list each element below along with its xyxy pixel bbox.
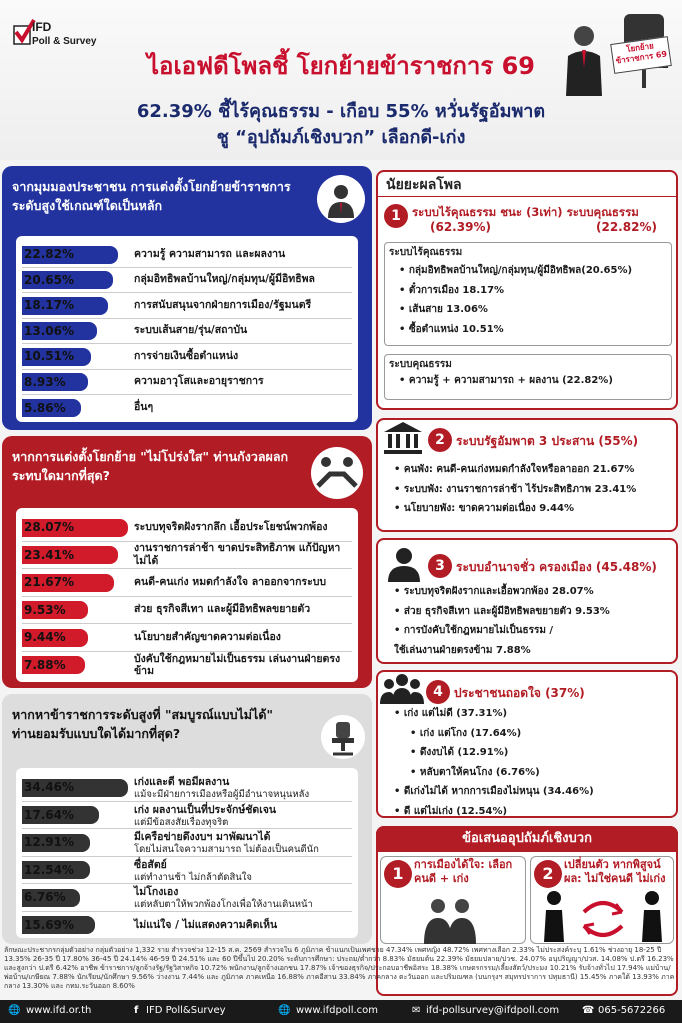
- email-icon: ✉: [412, 1005, 421, 1016]
- bullet-dot: •: [394, 805, 404, 817]
- bullet-item: [394, 582, 610, 602]
- row-label: ส่วย ธุรกิจสีเทา และผู้มีอิทธิพลขยายตัว: [134, 603, 311, 616]
- row-sublabel: แต่มีข้อสงสัยเรื่องทุจริต: [134, 816, 229, 828]
- subtitle-2: ชู “อุปถัมภ์เชิงบวก” เลือกดี-เก่ง: [216, 127, 466, 148]
- bullet-text: การบังคับใช้กฎหมายไม่เป็นธรรม /: [403, 625, 554, 636]
- table-row: [22, 569, 352, 597]
- bullet-item: [394, 602, 610, 622]
- swap-people-icon: [536, 888, 670, 944]
- bullet-text: เก่ง แต่โกง (17.64%): [419, 727, 522, 739]
- bullet-dot: •: [399, 375, 409, 386]
- row-percent: 20.65%: [24, 272, 74, 287]
- footer-website-2[interactable]: www.ifdpoll.com: [296, 1005, 379, 1016]
- row-percent: 10.51%: [24, 349, 74, 364]
- table-row: [22, 597, 352, 625]
- bullet-dot: •: [399, 323, 409, 335]
- bullet-text: ตั๋วการเมือง 18.17%: [408, 284, 505, 296]
- row-label: มีเครือข่ายดึงงบฯ มาพัฒนาได้: [134, 831, 271, 843]
- bullet-text: กลุ่มอิทธิพลบ้านใหญ่/กลุ่มทุน/ผู้มีอิทธิพล(20.65%): [408, 265, 633, 276]
- row-sublabel: โดยไม่สนใจความสามารถ ไม่ต้องเป็นคนดีนัก: [134, 844, 319, 855]
- row-label: ระบบทุจริตฝังรากลึก เอื้อประโยชน์พวกพ้อง: [134, 520, 328, 533]
- bullet-item: [394, 704, 594, 724]
- bullet-dot: •: [394, 464, 404, 475]
- row-percent: 9.44%: [24, 630, 66, 645]
- row-label: ความอาวุโสและอายุราชการ: [134, 375, 264, 388]
- bullet-item: [394, 802, 594, 822]
- bullet-item: [399, 371, 613, 391]
- bullet-text: ใช้เล่นงานฝ่ายตรงข้าม 7.88%: [394, 644, 531, 656]
- bullet-dot: •: [394, 625, 404, 636]
- row-percent: 17.64%: [24, 807, 74, 822]
- methodology-note: ลักษณะประชากรกลุ่มตัวอย่าง กลุ่มตัวอย่าง 1,332 ราย สำรวจช่วง 12-15 ส.ค. 2569 สำรวจใน 6 ภูมิภาค ข้าแนกเป็นเพศชาย 47.34% เพศหญิง 48.72% เพศทางเลือก 2.33% ไม่ประสงค์ระบุ 1.61% ช่วงอายุ 18-25 ปี 13.35% 26-35 ปี 17.80% 36-45 ปี 24.14% 46-59 ปี 24.51% และ 60 ปีขึ้นไป 20.20% ระดับการศึกษา: ประถม/ต่ำกว่า 8.83% มัธยมต้น 22.39% มัธยมปลาย/ปวช. 24.07% อนุปริญญา/ปวส. 14.08% ป.ตรี 16.23% และสูงกว่า ป.ตรี 6.42% อาชีพ ข้าราชการ/ลูกจ้างรัฐ/รัฐวิสาหกิจ 10.72% พนักงาน/ลูกจ้างเอกชน 17.87% เจ้าของธุรกิจ/ประกอบอาชีพอิสระ 18.38% เกษตรกรรม/เลี้ยงสัตว์/ประมง 10.21% รับจ้างทั่วไป 17.94% แม่บ้าน/พ่อบ้าน/เกษียณ 7.88% นักเรียน/นักศึกษา 9.56% ว่างงาน 7.44% และ ภูมิภาค ภาคเหนือ 16.88% ภาคอีสาน 33.84% ภาคกลาง ตะวันออก และปริมณฑล (บนกรุงฯ สมุทรปราการ ปทุมธานี) 15.45% ภาคใต้ 13.93% ภาคกลาง 13.30% และ กทม.ระวันออก 8.60%: [4, 946, 675, 991]
- table-row: [22, 829, 352, 857]
- merit-box: [384, 354, 672, 400]
- table-row: [22, 293, 352, 319]
- bullet-item: [399, 320, 632, 340]
- row-percent: 12.91%: [24, 835, 74, 850]
- question-1-title: จากมุมมองประชาชน การแต่งตั้งโยกย้ายข้าราชการระดับสูงใช้เกณฑ์ใดเป็นหลัก: [12, 179, 291, 213]
- bullet-text: ระบบพัง: งานราชการล่าช้า ไร้ประสิทธิภาพ 23.41%: [403, 483, 637, 495]
- row-label: ไม่โกงเอง: [134, 886, 179, 898]
- bullet-text: คนพัง: คนดี-คนเก่งหมดกำลังใจหรือลาออก 21.67%: [403, 464, 635, 475]
- bullet-item: [394, 499, 636, 519]
- footer-website-1[interactable]: www.ifd.or.th: [26, 1005, 92, 1016]
- page-title: ไอเอฟดีโพลชี้ โยกย้ายข้าราชการ 69: [146, 52, 536, 80]
- question-1-panel: [2, 166, 372, 430]
- bullet-dot: •: [394, 786, 404, 797]
- implication-1-value-b: (22.82%): [596, 220, 657, 234]
- bullet-dot: •: [399, 284, 409, 296]
- bullet-dot: •: [399, 265, 409, 276]
- bullet-dot: •: [394, 483, 404, 495]
- implication-2-heading: ระบบรัฐอัมพาต 3 ประสาน (55%): [456, 434, 639, 448]
- bullet-text: เส้นสาย 13.06%: [408, 304, 488, 315]
- bullet-item: [394, 743, 594, 763]
- bullet-item: [394, 641, 610, 661]
- office-chair-icon: [320, 714, 366, 760]
- bullet-item: [394, 724, 594, 744]
- row-percent: 22.82%: [24, 247, 74, 262]
- bullet-text: ความรู้ + ความสามารถ + ผลงาน (22.82%): [408, 375, 613, 386]
- handshake-icon: [310, 446, 364, 500]
- implication-1-value-a: (62.39%): [430, 220, 491, 234]
- bullet-text: เก่ง แต่ไม่ดี (37.31%): [403, 708, 508, 719]
- row-percent: 8.93%: [24, 374, 66, 389]
- section-number-2: 2: [428, 428, 452, 452]
- globe-icon-2: 🌐: [278, 1005, 291, 1016]
- group-people-icon: [380, 672, 424, 706]
- table-row: [22, 370, 352, 396]
- proposal-number-1: 1: [384, 860, 412, 888]
- row-percent: 12.54%: [24, 862, 74, 877]
- bullet-text: ดีเก่งไม่ได้ หากการเมืองไม่หนุน (34.46%): [403, 786, 594, 797]
- bullet-dot: •: [410, 766, 420, 778]
- table-row: [22, 802, 352, 830]
- government-building-icon: [382, 420, 424, 456]
- row-label: การจ่ายเงินซื้อตำแหน่ง: [134, 349, 239, 362]
- subtitle-1: 62.39% ชี้ไร้คุณธรรม - เกือบ 55% หวั่นรัฐอัมพาต: [136, 101, 546, 122]
- bullet-text: ดึงงบได้ (12.91%): [419, 747, 509, 758]
- row-label: บังคับใช้กฎหมายไม่เป็นธรรม เล่นงานฝ่ายตรงข้าม: [134, 652, 341, 678]
- row-percent: 21.67%: [24, 575, 74, 590]
- row-sublabel: แต่หลับตาให้พวกพ้องโกงเพื่อให้งานเดินหน้า: [134, 899, 313, 910]
- table-row: [22, 514, 352, 542]
- bullet-text: ซื้อตำแหน่ง 10.51%: [408, 323, 504, 335]
- implication-1-heading: ระบบไร้คุณธรรม ชนะ (3เท่า) ระบบคุณธรรม: [412, 205, 639, 219]
- bullet-item: [394, 480, 636, 500]
- bullet-item: [399, 261, 632, 281]
- unmerit-box-title: ระบบไร้คุณธรรม: [389, 247, 463, 258]
- bullet-item: [394, 763, 594, 783]
- bullet-dot: •: [399, 304, 409, 315]
- row-percent: 34.46%: [24, 780, 74, 795]
- row-percent: 15.69%: [24, 918, 74, 933]
- chair-sign: โยกย้าย ข้าราชการ 69: [610, 36, 672, 74]
- row-label: คนดี-คนเก่ง หมดกำลังใจ ลาออกจากระบบ: [134, 575, 327, 588]
- row-label: เก่ง ผลงานเป็นที่ประจักษ์ชัดเจน: [134, 803, 277, 816]
- unmerit-box: [384, 242, 672, 346]
- facebook-icon: f: [134, 1005, 139, 1016]
- question-2-list: [16, 508, 358, 682]
- section-number-4: 4: [426, 680, 450, 704]
- footer-email[interactable]: ifd-pollsurvey@ifdpoll.com: [426, 1005, 560, 1016]
- question-2-title: หากการแต่งตั้งโยกย้าย "ไม่โปร่งใส" ท่านกังวลผลกระทบใดมากที่สุด?: [12, 449, 289, 483]
- row-sublabel: แม้จะมีฝ่ายการเมืองหรือผู้มีอำนาจหนุนหลัง: [134, 789, 310, 800]
- row-percent: 18.17%: [24, 298, 74, 313]
- row-label: ซื่อสัตย์: [134, 858, 167, 871]
- bullet-text: นโยบายพัง: ขาดความต่อเนื่อง 9.44%: [403, 503, 574, 514]
- section-number-3: 3: [428, 554, 452, 578]
- bullet-dot: •: [394, 605, 404, 617]
- footer-facebook[interactable]: IFD Poll&Survey: [146, 1005, 226, 1016]
- row-percent: 28.07%: [24, 520, 74, 535]
- table-row: [22, 242, 352, 268]
- footer: [0, 1000, 682, 1023]
- phone-icon: ☎: [582, 1005, 595, 1016]
- table-row: [22, 268, 352, 294]
- row-label: ความรู้ ความสามารถ และผลงาน: [134, 247, 286, 260]
- bullet-item: [394, 460, 636, 480]
- merit-box-title: ระบบคุณธรรม: [389, 359, 452, 370]
- bullet-dot: •: [394, 503, 404, 514]
- person-silhouette-icon: [384, 546, 424, 582]
- row-percent: 5.86%: [24, 400, 66, 415]
- table-row: [22, 912, 352, 940]
- row-percent: 23.41%: [24, 547, 74, 562]
- row-label: อื่นๆ: [134, 401, 154, 414]
- implication-4-heading: ประชาชนถอดใจ (37%): [454, 686, 585, 700]
- row-label: นโยบายสำคัญขาดความต่อเนื่อง: [134, 630, 281, 643]
- row-percent: 6.76%: [24, 890, 66, 905]
- bullet-dot: •: [394, 708, 404, 719]
- row-label: การสนับสนุนจากฝ่ายการเมือง/รัฐมนตรี: [134, 298, 312, 311]
- row-label: เก่งและดี พอมีผลงาน: [134, 776, 230, 788]
- row-label: กลุ่มอิทธิพลบ้านใหญ่/กลุ่มทุน/ผู้มีอิทธิพล: [134, 273, 315, 286]
- section-number-1: 1: [384, 204, 408, 228]
- bullet-item: [399, 281, 632, 301]
- row-percent: 13.06%: [24, 323, 74, 338]
- row-label: ไม่แน่ใจ / ไม่แสดงความคิดเห็น: [134, 918, 278, 931]
- table-row: [22, 395, 352, 421]
- table-row: [22, 884, 352, 912]
- question-3-list: [16, 768, 358, 938]
- question-3-panel: [2, 694, 372, 944]
- bullet-item: [399, 300, 632, 320]
- question-2-panel: [2, 436, 372, 688]
- question-3-title: หากหาข้าราชการระดับสูงที่ "สมบูรณ์แบบไม่ได้" ท่านยอมรับแบบใดได้มากที่สุด?: [12, 707, 273, 741]
- bullet-text: ส่วย ธุรกิจสีเทา และผู้มีอิทธิพลขยายตัว 9.53%: [403, 605, 610, 617]
- table-row: [22, 542, 352, 570]
- table-row: [22, 344, 352, 370]
- proposal-title: ข้อเสนออุปถัมภ์เชิงบวก: [376, 826, 678, 852]
- logo-subtext: Poll & Survey: [32, 36, 97, 47]
- row-percent: 9.53%: [24, 602, 66, 617]
- row-percent: 7.88%: [24, 658, 66, 673]
- implication-3-heading: ระบบอำนาจชั่ว ครองเมือง (45.48%): [456, 560, 657, 574]
- row-label: ระบบเส้นสาย/รุ่น/สถาบัน: [134, 324, 248, 337]
- bullet-dot: •: [410, 727, 420, 739]
- table-row: [22, 624, 352, 652]
- table-row: [22, 319, 352, 345]
- proposal-1-text: การเมืองได้ใจ: เลือกคนดี + เก่ง: [414, 858, 513, 886]
- globe-icon: 🌐: [8, 1005, 21, 1016]
- bullet-dot: •: [394, 586, 404, 597]
- bullet-text: ดี แต่ไม่เก่ง (12.54%): [403, 805, 508, 817]
- implications-title: นัยยะผลโพล: [386, 177, 462, 193]
- footer-phone[interactable]: 065-5672266: [598, 1005, 666, 1016]
- divider: [378, 196, 676, 197]
- bullet-text: หลับตาให้คนโกง (6.76%): [419, 766, 540, 778]
- two-leaders-icon: [420, 896, 480, 944]
- question-1-list: [16, 236, 358, 422]
- bullet-dot: •: [410, 747, 420, 758]
- table-row: [22, 857, 352, 885]
- row-label: งานราชการล่าช้า ขาดประสิทธิภาพ แก้ปัญหาไม่ได้: [134, 542, 341, 567]
- row-sublabel: แต่ทำงานช้า ไม่กล้าตัดสินใจ: [134, 871, 252, 883]
- bullet-item: [394, 621, 610, 641]
- table-row: [22, 774, 352, 802]
- proposal-2-text: เปลี่ยนตัว หากพิสูจน์ผล: ไม่ใช่คนดี ไม่เก่ง: [564, 858, 666, 886]
- proposal-number-2: 2: [534, 860, 562, 888]
- person-suit-icon: [316, 174, 366, 224]
- bullet-text: ระบบทุจริตฝังรากและเอื้อพวกพ้อง 28.07%: [403, 586, 594, 597]
- logo-text: IFD: [32, 20, 52, 34]
- bullet-item: [394, 782, 594, 802]
- table-row: [22, 652, 352, 680]
